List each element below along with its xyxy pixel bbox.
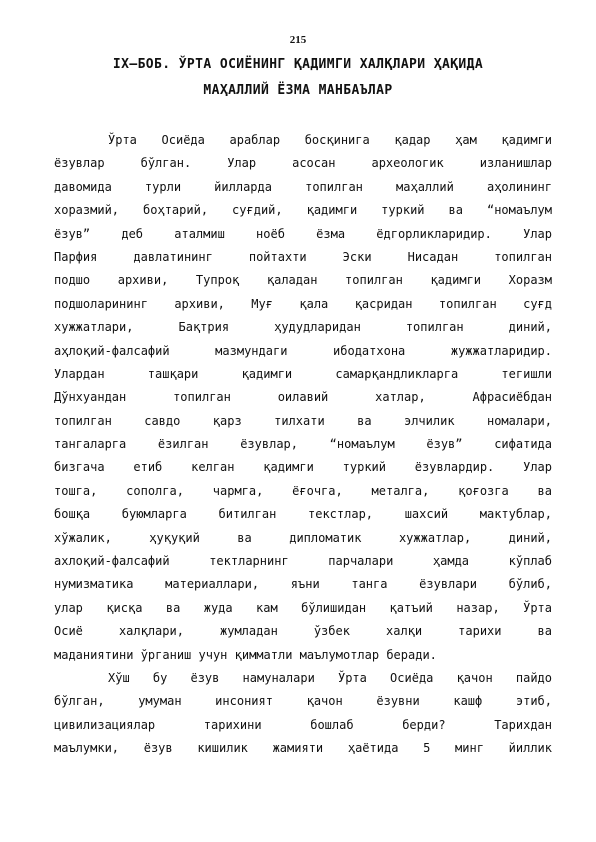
text-line: аҳлоқий-фалсафий мазмундаги ибодатхона жужжатларидир.: [54, 343, 552, 358]
chapter-title: [40, 52, 556, 104]
text-line: Парфия давлатининг пойтахти Эски Нисадан топилган: [54, 249, 552, 264]
text-line: давомида турли йилларда топилган маҳаллий аҳолининг: [54, 179, 552, 194]
text-line: Ўрта Осиёда араблар босқинига қадар ҳам қадимги: [108, 133, 552, 147]
text-line: ёзув” деб аталмиш ноёб ёзма ёдгорликларидир. Улар: [54, 226, 552, 241]
text-line: хоразмий, боҳтарий, суғдий, қадимги туркий ва “номаълум: [54, 203, 552, 218]
text-line: хужжатлари, Бақтрия ҳудудларидан топилган диний,: [54, 320, 552, 335]
text-line: тангаларга ёзилган ёзувлар, “номаълум ёзув” сифатида: [54, 437, 552, 452]
text-line: Осиё халқлари, жумладан ўзбек халқи тарихи ва: [54, 624, 552, 639]
text-line: улар қисқа ва жуда кам бўлишидан қатъий назар, Ўрта: [54, 600, 552, 615]
text-line: нумизматика материаллари, яъни танга ёзувлари бўлиб,: [54, 577, 552, 592]
text-line: цивилизациялар тарихини бошлаб берди? Тарихдан: [54, 717, 552, 732]
text-line: подшо архиви, Тупроқ қаладан топилган қадимги Хоразм: [54, 273, 552, 288]
chapter-title-line-2: МАҲАЛЛИЙ ЁЗМА МАНБАЪЛАР: [203, 83, 393, 98]
text-line: Улардан ташқари қадимги самарқандликларга тегишли: [54, 366, 552, 381]
paragraph-1: [54, 129, 552, 667]
text-line: Хўш бу ёзув намуналари Ўрта Осиёда қачон пайдо: [108, 670, 552, 685]
text-line: подшоларининг архиви, Муғ қала қасридан топилган суғд: [54, 296, 552, 311]
text-line: бизгача етиб келган қадимги туркий ёзувлардир. Улар: [54, 460, 552, 475]
chapter-title-line-1: IX–БОБ. ЎРТА ОСИЁНИНГ ҚАДИМГИ ХАЛҚЛАРИ ҲАҚИДА: [112, 57, 484, 72]
body-text: [54, 129, 552, 761]
text-line: Дўнхуандан топилган оилавий хатлар, Афрасиёбдан: [54, 390, 552, 405]
text-line: топилган савдо қарз тилхати ва элчилик номалари,: [54, 413, 552, 428]
text-line: бошқа буюмларга битилган текстлар, шахсий мактублар,: [54, 507, 552, 522]
page-number: 215: [289, 34, 307, 46]
paragraph-2: [54, 667, 552, 761]
text-line: хўжалик, ҳуқуқий ва дипломатик хужжатлар, диний,: [54, 530, 552, 545]
text-line: ахлоқий-фалсафий тектларнинг парчалари ҳамда кўплаб: [54, 554, 552, 569]
text-line: маълумки, ёзув кишилик жамияти ҳаётида 5 минг йиллик: [54, 741, 552, 756]
text-line: ёзувлар бўлган. Улар асосан археологик изланишлар: [54, 156, 552, 171]
text-line: маданиятини ўрганиш учун қимматли маълумотлар беради.: [54, 647, 437, 662]
text-line: бўлган, умуман инсоният қачон ёзувни кашф этиб,: [54, 694, 552, 709]
text-line: тошга, сополга, чармга, ёғочга, металга, қоғозга ва: [54, 483, 552, 498]
